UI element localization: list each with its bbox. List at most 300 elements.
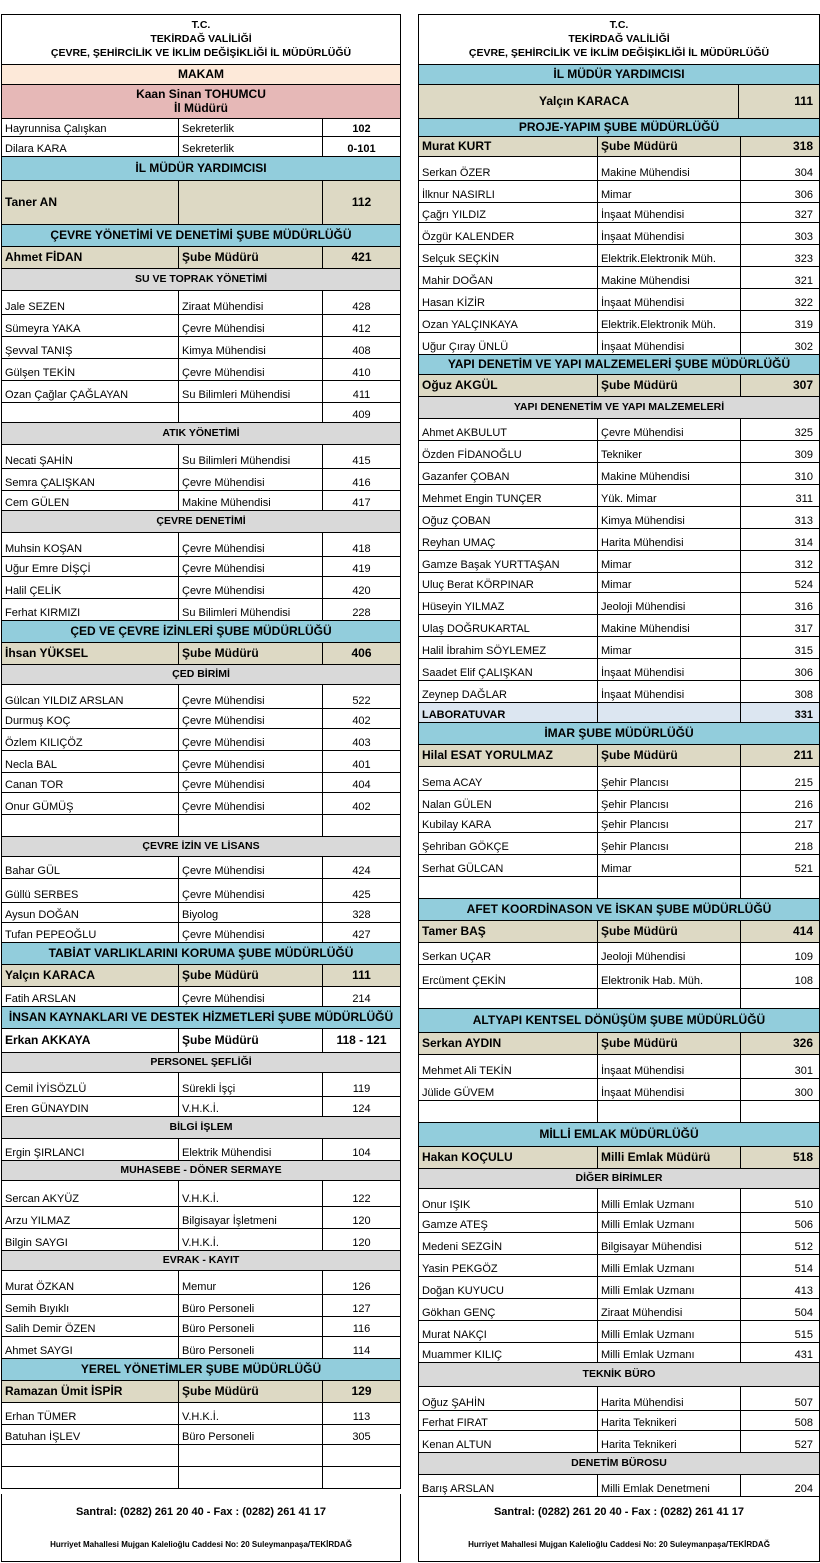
table-row <box>2 469 400 491</box>
phone-extension: 108 <box>740 965 819 988</box>
table-row <box>419 333 819 355</box>
director-cell <box>2 85 400 118</box>
phone-extension: 314 <box>740 529 819 550</box>
person-name: Oğuz ŞAHİN <box>422 1397 485 1409</box>
left-footer <box>1 1494 401 1562</box>
phone-extension: 312 <box>740 551 819 572</box>
job-title: Sekreterlik <box>178 119 322 136</box>
job-title: Çevre Mühendisi <box>178 557 322 576</box>
phone-extension: 119 <box>322 1073 400 1096</box>
job-title: Çevre Mühendisi <box>178 987 322 1006</box>
section-title: ÇEVRE YÖNETİMİ VE DENETİMİ ŞUBE MÜDÜRLÜĞÜ <box>50 228 352 242</box>
left-table <box>2 65 400 1489</box>
phone-extension <box>322 1445 400 1466</box>
makam-header <box>2 65 400 85</box>
job-title: Mimar <box>597 573 740 592</box>
phone-extension: 109 <box>740 943 819 964</box>
table-row <box>419 681 819 703</box>
person-name: Ramazan Ümit İSPİR <box>5 1384 123 1398</box>
table-row <box>419 419 819 441</box>
phone-extension: 124 <box>322 1097 400 1116</box>
person-name <box>2 403 178 422</box>
job-title: Çevre Mühendisi <box>178 709 322 728</box>
table-row <box>419 267 819 289</box>
section-title: AFET KOORDİNASON VE İSKAN ŞUBE MÜDÜRLÜĞÜ <box>466 902 772 916</box>
job-title: Mimar <box>597 551 740 572</box>
subsection-header <box>2 269 400 291</box>
job-title: Büro Personeli <box>178 1337 322 1358</box>
section-title: MİLLİ EMLAK MÜDÜRLÜĞÜ <box>539 1127 699 1141</box>
phone-extension: 217 <box>740 813 819 832</box>
section-title: PROJE-YAPIM ŞUBE MÜDÜRLÜĞÜ <box>518 120 720 134</box>
job-title: Şube Müdürü <box>178 1029 322 1052</box>
table-row <box>419 1213 819 1233</box>
person-name: Reyhan UMAÇ <box>422 537 496 549</box>
job-title: V.H.K.İ. <box>178 1229 322 1250</box>
phone-extension: 331 <box>740 703 819 722</box>
table-row <box>419 877 819 899</box>
person-name: Ferhat FIRAT <box>422 1417 488 1429</box>
job-title: Ziraat Mühendisi <box>597 1299 740 1320</box>
phone-extension: 120 <box>322 1229 400 1250</box>
job-title: Sekreterlik <box>178 137 322 156</box>
job-title: Tekniker <box>597 441 740 462</box>
phone-extension: 313 <box>740 507 819 528</box>
manager-row <box>2 1381 400 1403</box>
person-name: Hüseyin YILMAZ <box>422 601 505 613</box>
job-title: Büro Personeli <box>178 1317 322 1336</box>
section-header <box>419 1009 819 1033</box>
person-name: Erhan TÜMER <box>5 1411 77 1423</box>
section-title: ÇEVRE İZİN VE LİSANS <box>142 840 260 852</box>
job-title: Makine Mühendisi <box>597 615 740 636</box>
manager-row <box>419 137 819 157</box>
person-name: Ozan YALÇINKAYA <box>422 319 518 331</box>
job-title: İnşaat Mühendisi <box>597 289 740 310</box>
table-row <box>419 573 819 593</box>
footer-phone: Santral: (0282) 261 20 40 - Fax : (0282) 261 41 17 <box>493 1506 745 1518</box>
person-name: Jale SEZEN <box>5 301 65 313</box>
phone-extension: 113 <box>322 1403 400 1424</box>
subsection-header <box>2 1251 400 1271</box>
phone-extension <box>322 815 400 836</box>
job-title: Çevre Mühendisi <box>178 359 322 380</box>
job-title: Mimar <box>597 855 740 876</box>
person-name <box>419 877 597 898</box>
manager-row <box>2 181 400 225</box>
job-title: Çevre Mühendisi <box>178 751 322 772</box>
person-name: Barış ARSLAN <box>422 1483 495 1495</box>
person-name <box>2 815 178 836</box>
left-column <box>1 14 401 1489</box>
phone-extension: 401 <box>322 751 400 772</box>
subsection-header <box>419 397 819 419</box>
manager-row <box>2 643 400 665</box>
phone-extension: 307 <box>740 375 819 396</box>
phone-extension: 403 <box>322 729 400 750</box>
person-name: Serkan UÇAR <box>422 951 492 963</box>
job-title: Memur <box>178 1271 322 1294</box>
subsection-header <box>2 837 400 857</box>
phone-extension: 514 <box>740 1255 819 1276</box>
person-name: Mehmet Ali TEKİN <box>422 1065 512 1077</box>
phone-extension: 415 <box>322 445 400 468</box>
phone-extension: 214 <box>322 987 400 1006</box>
phone-extension <box>740 989 819 1008</box>
table-row <box>2 1097 400 1117</box>
job-title: Harita Mühendisi <box>597 529 740 550</box>
section-title: DENETİM BÜROSU <box>571 1457 667 1469</box>
person-name: Murat ÖZKAN <box>5 1281 75 1293</box>
phone-extension: 406 <box>322 643 400 664</box>
subsection-header <box>2 665 400 685</box>
manager-row <box>2 1029 400 1053</box>
job-title: Kimya Mühendisi <box>178 337 322 358</box>
job-title: Çevre Mühendisi <box>178 685 322 708</box>
person-name: Muhsin KOŞAN <box>5 543 83 555</box>
job-title: Bilgisayar Mühendisi <box>597 1233 740 1254</box>
table-row <box>2 793 400 815</box>
person-name: Gamze ATEŞ <box>422 1219 488 1231</box>
person-name: Oğuz AKGÜL <box>422 378 498 392</box>
phone-extension: 522 <box>322 685 400 708</box>
person-name: Ferhat KIRMIZI <box>5 607 81 619</box>
person-name: Gazanfer ÇOBAN <box>422 471 510 483</box>
person-name: Medeni SEZGİN <box>422 1241 503 1253</box>
table-row <box>2 1467 400 1489</box>
phone-extension: 412 <box>322 315 400 336</box>
table-row <box>2 857 400 879</box>
job-title <box>178 1467 322 1488</box>
job-title <box>597 989 740 1008</box>
person-name: Tufan PEPEOĞLU <box>5 929 97 941</box>
phone-extension: 204 <box>740 1475 819 1496</box>
phone-extension: 104 <box>322 1139 400 1160</box>
person-name: Serkan ÖZER <box>422 167 491 179</box>
job-title <box>597 877 740 898</box>
table-row <box>419 485 819 507</box>
phone-extension: 102 <box>322 119 400 136</box>
table-row <box>419 551 819 573</box>
section-title: İMAR ŞUBE MÜDÜRLÜĞÜ <box>544 726 694 740</box>
section-header <box>419 119 819 137</box>
person-name: Semih Bıyıklı <box>5 1303 70 1315</box>
table-row <box>419 223 819 245</box>
table-row <box>2 119 400 137</box>
right-footer <box>418 1494 820 1562</box>
section-header <box>2 1007 400 1029</box>
section-title: TABİAT VARLIKLARINI KORUMA ŞUBE MÜDÜRLÜĞÜ <box>48 946 354 960</box>
job-title: Ziraat Mühendisi <box>178 291 322 314</box>
manager-row <box>419 375 819 397</box>
table-row <box>419 1387 819 1411</box>
phone-extension: 112 <box>322 181 400 224</box>
section-title: MAKAM <box>178 67 224 81</box>
phone-extension: 402 <box>322 709 400 728</box>
header-mudurluk: ÇEVRE, ŞEHİRCİLİK VE İKLİM DEĞİŞİKLİĞİ İL MÜDÜRLÜĞÜ <box>468 47 770 59</box>
footer-phone: Santral: (0282) 261 20 40 - Fax : (0282) 261 41 17 <box>75 1506 327 1518</box>
section-header <box>2 1359 400 1381</box>
section-header <box>419 899 819 921</box>
table-row <box>419 1411 819 1431</box>
person-name: Gamze Başak YURTTAŞAN <box>422 559 560 571</box>
job-title: Su Bilimleri Mühendisi <box>178 381 322 402</box>
job-title: Şube Müdürü <box>597 137 740 156</box>
person-name: Şevval TANIŞ <box>5 345 73 357</box>
phone-extension: 300 <box>740 1079 819 1100</box>
job-title: V.H.K.İ. <box>178 1403 322 1424</box>
director-name: Kaan Sinan TOHUMCU <box>136 87 266 101</box>
job-title: Elektronik Hab. Müh. <box>597 965 740 988</box>
person-name: Durmuş KOÇ <box>5 715 71 727</box>
phone-extension: 527 <box>740 1431 819 1452</box>
director-row <box>2 85 400 119</box>
table-row <box>419 1101 819 1123</box>
job-title: Bilgisayar İşletmeni <box>178 1207 322 1228</box>
person-name: Saadet Elif ÇALIŞKAN <box>422 667 533 679</box>
table-row <box>2 1207 400 1229</box>
job-title: İnşaat Mühendisi <box>597 1079 740 1100</box>
phone-extension: 404 <box>322 773 400 792</box>
job-title: Şube Müdürü <box>597 745 740 766</box>
job-title: Şehir Plancısı <box>597 791 740 812</box>
table-row <box>419 615 819 637</box>
table-row <box>2 491 400 511</box>
phone-extension: 120 <box>322 1207 400 1228</box>
job-title: Büro Personeli <box>178 1295 322 1316</box>
job-title: Şube Müdürü <box>178 247 322 268</box>
person-name: Halil ÇELİK <box>5 585 62 597</box>
table-row <box>2 815 400 837</box>
section-title: EVRAK - KAYIT <box>162 1254 240 1266</box>
phone-extension: 306 <box>740 659 819 680</box>
phone-extension: 114 <box>322 1337 400 1358</box>
person-name: Mahir DOĞAN <box>422 275 493 287</box>
phone-extension: 411 <box>322 381 400 402</box>
person-name: Murat NAKÇI <box>422 1329 487 1341</box>
table-row <box>2 751 400 773</box>
left-header <box>2 15 400 65</box>
table-row <box>419 637 819 659</box>
job-title: Makine Mühendisi <box>597 463 740 484</box>
table-row <box>2 1403 400 1425</box>
section-header <box>419 355 819 375</box>
person-name: Ahmet FİDAN <box>5 250 83 264</box>
job-title: Biyolog <box>178 903 322 922</box>
job-title: İnşaat Mühendisi <box>597 1055 740 1078</box>
job-title: Çevre Mühendisi <box>178 729 322 750</box>
manager-row <box>419 85 819 119</box>
person-name: Necla BAL <box>5 759 57 771</box>
table-row <box>419 1431 819 1453</box>
job-title: Harita Teknikeri <box>597 1411 740 1430</box>
table-row <box>2 577 400 599</box>
phone-extension: 427 <box>322 923 400 942</box>
person-name: Sercan AKYÜZ <box>5 1193 79 1205</box>
table-row <box>2 557 400 577</box>
person-name: Özden FİDANOĞLU <box>422 449 522 461</box>
table-row <box>2 923 400 943</box>
table-row <box>2 1229 400 1251</box>
person-name: Taner AN <box>5 195 58 209</box>
section-title: ÇED BİRİMİ <box>172 668 230 680</box>
person-name: Gülcan YILDIZ ARSLAN <box>5 695 124 707</box>
phone-extension: 316 <box>740 593 819 614</box>
subsection-header <box>419 1453 819 1475</box>
person-name: Serkan AYDIN <box>422 1036 502 1050</box>
person-name: Uğur Emre DİŞÇİ <box>5 563 91 575</box>
person-name: Mehmet Engin TUNÇER <box>422 493 542 505</box>
job-title: Makine Mühendisi <box>597 157 740 180</box>
person-name: Batuhan İŞLEV <box>5 1431 81 1443</box>
table-row <box>2 987 400 1007</box>
person-name: Güllü SERBES <box>5 889 79 901</box>
person-name: Muammer KILIÇ <box>422 1349 503 1361</box>
person-name: Erkan AKKAYA <box>5 1033 91 1047</box>
section-title: YAPI DENENETİM VE YAPI MALZEMELERİ <box>513 401 725 413</box>
person-name: Cemil İYİSÖZLÜ <box>5 1083 87 1095</box>
phone-extension: 127 <box>322 1295 400 1316</box>
table-row <box>419 1079 819 1101</box>
section-header <box>419 723 819 745</box>
person-name: İhsan YÜKSEL <box>5 646 89 660</box>
person-name: Gökhan GENÇ <box>422 1307 496 1319</box>
phone-extension: 116 <box>322 1317 400 1336</box>
table-row <box>419 813 819 833</box>
phone-extension: 218 <box>740 833 819 854</box>
person-name: Uğur Çıray ÜNLÜ <box>422 341 509 353</box>
job-title: Çevre Mühendisi <box>178 469 322 490</box>
person-name: Tamer BAŞ <box>422 924 486 938</box>
job-title: Çevre Mühendisi <box>178 857 322 878</box>
person-name: Ahmet AKBULUT <box>422 427 507 439</box>
person-name: Hakan KOÇULU <box>422 1150 513 1164</box>
table-row <box>419 1233 819 1255</box>
phone-extension: 504 <box>740 1299 819 1320</box>
job-title <box>178 181 322 224</box>
table-row <box>419 989 819 1009</box>
person-name: Yasin PEKGÖZ <box>422 1263 498 1275</box>
section-title: ALTYAPI KENTSEL DÖNÜŞÜM ŞUBE MÜDÜRLÜĞÜ <box>472 1013 766 1027</box>
table-row <box>2 1181 400 1207</box>
job-title: Mimar <box>597 637 740 658</box>
table-row <box>419 157 819 181</box>
job-title: Elektrik.Elektronik Müh. <box>597 245 740 266</box>
manager-row <box>419 921 819 943</box>
table-row <box>2 359 400 381</box>
person-name: Sema ACAY <box>422 777 483 789</box>
phone-extension: 309 <box>740 441 819 462</box>
table-row <box>2 1317 400 1337</box>
job-title: Milli Emlak Uzmanı <box>597 1255 740 1276</box>
job-title: Harita Teknikeri <box>597 1431 740 1452</box>
section-header <box>419 1123 819 1147</box>
person-name: LABORATUVAR <box>422 709 506 721</box>
table-row <box>419 659 819 681</box>
job-title: Şube Müdürü <box>178 965 322 986</box>
person-name: Arzu YILMAZ <box>5 1215 71 1227</box>
manager-row <box>419 703 819 723</box>
person-name: Kenan ALTUN <box>422 1439 492 1451</box>
phone-extension: 419 <box>322 557 400 576</box>
phone-extension: 308 <box>740 681 819 702</box>
job-title: Şube Müdürü <box>597 921 740 942</box>
job-title: Çevre Mühendisi <box>178 923 322 942</box>
person-name: Serhat GÜLCAN <box>422 863 504 875</box>
phone-extension: 402 <box>322 793 400 814</box>
phone-extension: 518 <box>740 1147 819 1168</box>
job-title: İnşaat Mühendisi <box>597 659 740 680</box>
subsection-header <box>419 1169 819 1189</box>
phone-extension: 524 <box>740 573 819 592</box>
table-row <box>2 1271 400 1295</box>
job-title: Su Bilimleri Mühendisi <box>178 445 322 468</box>
job-title: Milli Emlak Uzmanı <box>597 1213 740 1232</box>
table-row <box>2 403 400 423</box>
phone-extension: 418 <box>322 533 400 556</box>
job-title: Harita Mühendisi <box>597 1387 740 1410</box>
phone-extension: 515 <box>740 1321 819 1342</box>
person-name <box>2 1445 178 1466</box>
person-name: Zeynep DAĞLAR <box>422 689 507 701</box>
person-name: Aysun DOĞAN <box>5 909 79 921</box>
job-title: Çevre Mühendisi <box>178 879 322 902</box>
subsection-header <box>2 511 400 533</box>
person-name <box>419 989 597 1008</box>
phone-extension: 216 <box>740 791 819 812</box>
table-row <box>2 599 400 621</box>
job-title: Yük. Mimar <box>597 485 740 506</box>
table-row <box>419 943 819 965</box>
table-row <box>2 445 400 469</box>
job-title <box>178 815 322 836</box>
table-row <box>2 137 400 157</box>
table-row <box>419 965 819 989</box>
phone-extension: 129 <box>322 1381 400 1402</box>
person-name: Canan TOR <box>5 779 64 791</box>
table-row <box>2 709 400 729</box>
job-title: Milli Emlak Denetmeni <box>597 1475 740 1496</box>
person-name: Cem GÜLEN <box>5 497 70 509</box>
phone-extension: 306 <box>740 181 819 202</box>
phone-extension: 417 <box>322 491 400 510</box>
person-name: Özlem KILIÇÖZ <box>5 737 83 749</box>
phone-extension: 126 <box>322 1271 400 1294</box>
job-title: Elektrik.Elektronik Müh. <box>597 311 740 332</box>
job-title: Şube Müdürü <box>178 643 322 664</box>
phone-extension: 414 <box>740 921 819 942</box>
job-title: Çevre Mühendisi <box>597 419 740 440</box>
section-header <box>2 157 400 181</box>
table-row <box>419 245 819 267</box>
manager-row <box>419 745 819 767</box>
phone-extension: 317 <box>740 615 819 636</box>
header-valilik: TEKİRDAĞ VALİLİĞİ <box>150 33 252 45</box>
phone-extension: 310 <box>740 463 819 484</box>
job-title: İnşaat Mühendisi <box>597 203 740 222</box>
person-name: Sümeyra YAKA <box>5 323 81 335</box>
phone-extension: 424 <box>322 857 400 878</box>
table-row <box>419 289 819 311</box>
job-title: İnşaat Mühendisi <box>597 681 740 702</box>
person-name: Yalçın KARACA <box>5 968 96 982</box>
person-name: Ergin ŞIRLANCI <box>5 1147 85 1159</box>
phone-extension: 304 <box>740 157 819 180</box>
table-row <box>2 729 400 751</box>
section-title: İL MÜDÜR YARDIMCISI <box>553 67 685 81</box>
person-name: Dilara KARA <box>5 143 67 155</box>
phone-extension: 322 <box>740 289 819 310</box>
